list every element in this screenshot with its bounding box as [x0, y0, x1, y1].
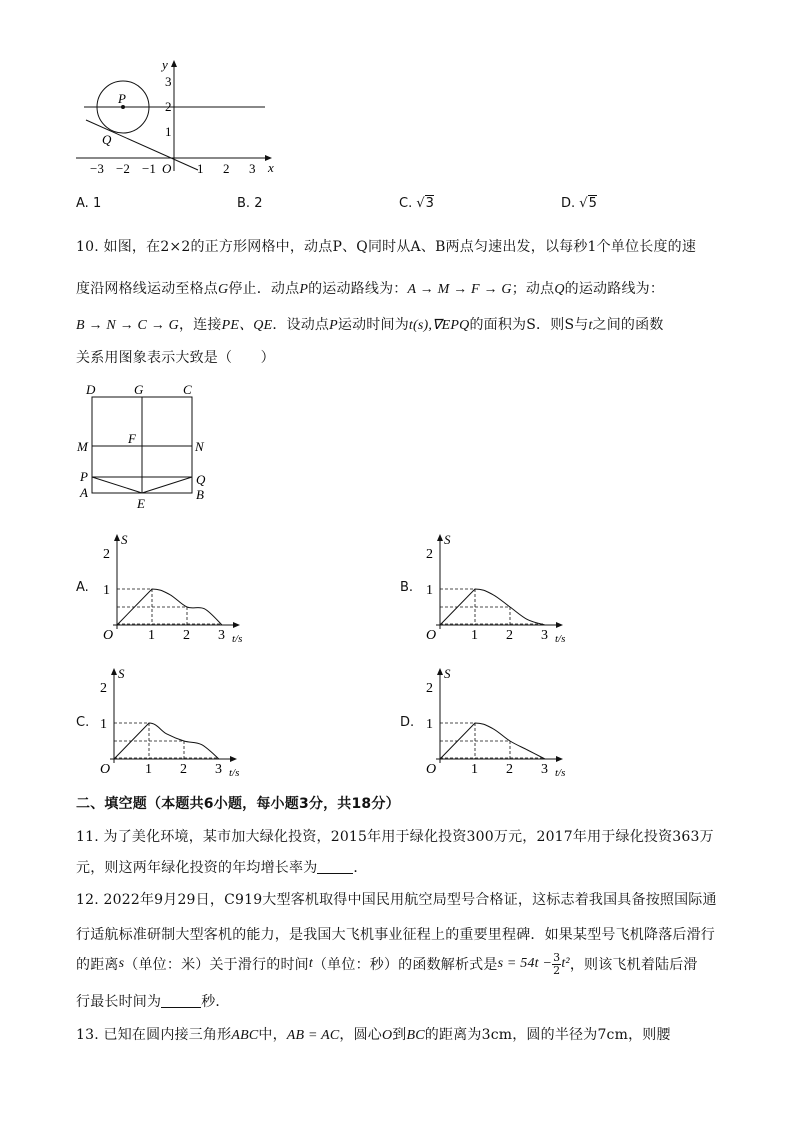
q10-option-c-label[interactable] [76, 715, 89, 730]
option-value: 1 [92, 196, 102, 211]
q11-answer-blank[interactable] [317, 861, 353, 874]
y-tick-label: 1 [426, 717, 433, 732]
fraction-numerator: 3 [553, 951, 561, 964]
y-tick-label: 1 [103, 583, 110, 598]
y-axis-arrow [437, 668, 443, 675]
y-tick-label: 1 [426, 583, 433, 598]
label-f: F [128, 431, 136, 446]
label-a: A [80, 485, 88, 500]
q13-text: 中， [258, 1027, 287, 1043]
q10-point-g: G [218, 282, 229, 297]
label-c: C [183, 382, 192, 397]
q12-formula-lhs: s = 54t − [497, 956, 553, 972]
x-tick-label: 3 [541, 628, 548, 643]
q13-text: 到 [392, 1027, 407, 1043]
q10-point-p: P [299, 282, 309, 297]
section-2-heading: 二、填空题（本题共6小题，每小题3分，共18分） [76, 796, 400, 812]
q10-chart-a[interactable] [95, 530, 255, 645]
q12-text: 行最长时间为 [76, 994, 162, 1010]
x-tick-3: 3 [249, 161, 256, 176]
option-letter: B. [237, 196, 251, 211]
y-tick-3: 3 [165, 74, 172, 89]
q10-chart-d[interactable] [418, 664, 578, 779]
x-axis-arrow [233, 622, 240, 628]
q12-var-t: t [308, 956, 313, 972]
sqrt-5: √5 [579, 196, 597, 211]
x-axis-arrow [556, 622, 563, 628]
y-tick-2: 2 [165, 99, 172, 114]
q10-text: 的运动路线为： [308, 281, 408, 297]
q10-text: 运动时间为 [337, 317, 409, 333]
x-axis-label: t/s [555, 767, 566, 779]
x-tick-neg1: −1 [142, 161, 156, 176]
option-letter: B. [400, 580, 414, 595]
q13-text: 的距离为 [424, 1027, 482, 1043]
q10-option-d-label[interactable] [400, 715, 414, 730]
q10-line-3 [76, 314, 664, 334]
q10-line-1: 10. 如图，在2×2的正方形网格中，动点P、Q同时从A、B两点匀速出发，以每秒1个单位长度的速 [76, 239, 697, 255]
label-n: N [195, 439, 204, 454]
y-axis-label: S [118, 666, 125, 681]
x-tick-neg3: −3 [90, 161, 104, 176]
label-e: E [137, 496, 145, 511]
q13-triangle: ABC [231, 1028, 259, 1043]
origin-label: O [103, 628, 114, 643]
y-axis-label: S [444, 666, 451, 681]
q11-line-1: 11. 为了美化环境，某市加大绿化投资，2015年用于绿化投资300万元，2017年用于绿化投资363万 [76, 829, 714, 845]
x-tick-label: 1 [471, 628, 478, 643]
q13-line-1 [76, 1024, 671, 1044]
x-tick-label: 2 [506, 762, 513, 777]
q12-text: （单位：米）关于滑行的时间 [124, 957, 309, 974]
q12-formula-fraction [552, 952, 561, 976]
q10-chart-c[interactable] [92, 664, 252, 779]
q12-text-end: 秒． [201, 994, 230, 1010]
q10-chart-b[interactable] [418, 530, 578, 645]
q12-answer-blank[interactable] [161, 995, 201, 1008]
label-q: Q [102, 132, 112, 147]
q10-text: 的面积为S．则S与 [469, 317, 589, 333]
x-tick-label: 1 [145, 762, 152, 777]
q10-point-p: P [329, 318, 338, 333]
y-axis-arrow [114, 534, 120, 541]
q10-text: 的运动路线为： [564, 281, 665, 297]
q10-option-a-label[interactable] [76, 580, 89, 595]
label-p: P [118, 91, 126, 106]
y-tick-label: 2 [426, 547, 433, 562]
q12-line-1: 12. 2022年9月29日，C919大型客机取得中国民用航空局型号合格证，这标志着我国具备按照国际通 [76, 892, 717, 908]
x-tick-2: 2 [223, 161, 230, 176]
x-tick-label: 2 [506, 628, 513, 643]
x-axis-arrow [556, 756, 563, 762]
option-letter: A. [76, 580, 89, 595]
q10-grid-figure [74, 380, 224, 512]
y-tick-label: 2 [426, 681, 433, 696]
option-letter: D. [400, 715, 415, 730]
option-value: 3 [425, 196, 434, 211]
q13-text: ，圆的半径为 [512, 1027, 598, 1043]
y-axis-arrow [111, 668, 117, 675]
q11-line-2 [76, 857, 368, 877]
q10-path-p: A → M → F → G [407, 282, 512, 297]
y-axis-label: S [444, 532, 451, 547]
label-b: B [196, 487, 204, 502]
origin-label: O [100, 762, 111, 777]
q12-formula-rhs: t² [561, 956, 570, 972]
x-axis-arrow [230, 756, 237, 762]
q10-text: ；动点 [511, 281, 555, 297]
q12-line-2: 行适航标准研制大型客机的能力，是我国大飞机事业征程上的重要里程碑．如果某型号飞机降落后滑行 [76, 927, 715, 943]
label-g: G [134, 382, 144, 397]
q12-line-3 [76, 952, 698, 976]
x-tick-label: 1 [471, 762, 478, 777]
label-p: P [80, 469, 88, 484]
q10-text: 度沿网格线运动至格点 [76, 281, 218, 297]
q10-path-q: B → N → C → G [76, 318, 179, 333]
q9-option-a[interactable] [76, 196, 101, 211]
q13-equation: AB = AC [286, 1028, 340, 1043]
q10-text: ，连接 [178, 317, 222, 333]
x-tick-label: 1 [148, 628, 155, 643]
option-letter: A. [76, 196, 89, 211]
q12-text: ，则该飞机着陆后滑 [569, 957, 698, 974]
q10-line-4: 关系用图象表示大致是（ ） [76, 350, 275, 366]
q12-text: （单位：秒）的函数解析式是 [312, 957, 498, 974]
origin-label: O [426, 628, 437, 643]
q10-text: 停止．动点 [228, 281, 300, 297]
option-letter: C. [399, 196, 413, 211]
q10-text: 之间的函数 [592, 317, 664, 333]
q13-text: ，圆心 [339, 1027, 382, 1043]
q10-text: ．设动点 [272, 317, 330, 333]
x-tick-label: 2 [180, 762, 187, 777]
q9-coordinate-figure [70, 56, 280, 181]
y-tick-label: 1 [100, 717, 107, 732]
label-d: D [86, 382, 96, 397]
option-value: 2 [254, 196, 263, 211]
fraction-denominator: 2 [553, 963, 561, 977]
option-value: 5 [588, 196, 597, 211]
q13-radius: 7cm [597, 1027, 629, 1043]
label-y: y [162, 57, 168, 72]
x-tick-1: 1 [197, 161, 204, 176]
sqrt-3: √3 [416, 196, 434, 211]
q12-var-s: s [118, 956, 125, 972]
option-letter: C. [76, 715, 90, 730]
q10-segments: PE、QE [221, 318, 273, 333]
label-q: Q [196, 472, 206, 487]
y-tick-label: 2 [100, 681, 107, 696]
y-axis-arrow [171, 60, 177, 67]
q13-center-o: O [381, 1028, 393, 1043]
q13-segment-bc: BC [406, 1028, 425, 1043]
q13-text: 13. 已知在圆内接三角形 [76, 1027, 232, 1043]
x-tick-label: 3 [541, 762, 548, 777]
segment-pe [92, 477, 142, 493]
x-tick-label: 2 [183, 628, 190, 643]
q13-text: ，则腰 [628, 1027, 671, 1043]
x-tick-neg2: −2 [116, 161, 130, 176]
label-m: M [77, 439, 88, 454]
q13-distance: 3cm [481, 1027, 513, 1043]
q11-text: 元，则这两年绿化投资的年均增长率为 [76, 860, 318, 876]
q10-point-q: Q [554, 282, 565, 297]
x-tick-label: 3 [215, 762, 222, 777]
segment-qe [142, 477, 192, 493]
q12-line-4 [76, 991, 230, 1011]
y-axis-arrow [437, 534, 443, 541]
q10-option-b-label[interactable] [400, 580, 413, 595]
y-tick-1: 1 [165, 124, 172, 139]
q9-option-d[interactable] [561, 196, 597, 211]
x-tick-label: 3 [218, 628, 225, 643]
origin-label: O [426, 762, 437, 777]
q10-time-triangle: t(s),∇EPQ [408, 318, 470, 333]
y-tick-label: 2 [103, 547, 110, 562]
q9-option-c[interactable] [399, 196, 434, 211]
option-letter: D. [561, 196, 576, 211]
x-axis-label: t/s [229, 767, 240, 779]
label-x: x [268, 160, 274, 175]
q11-text-end: ． [353, 860, 368, 876]
x-axis-label: t/s [232, 633, 243, 645]
q9-option-b[interactable] [237, 196, 262, 211]
q10-var-t: t [588, 318, 593, 333]
q10-line-2 [76, 278, 664, 298]
y-axis-label: S [121, 532, 128, 547]
q12-text: 的距离 [76, 957, 119, 974]
label-origin: O [162, 161, 172, 176]
x-axis-label: t/s [555, 633, 566, 645]
